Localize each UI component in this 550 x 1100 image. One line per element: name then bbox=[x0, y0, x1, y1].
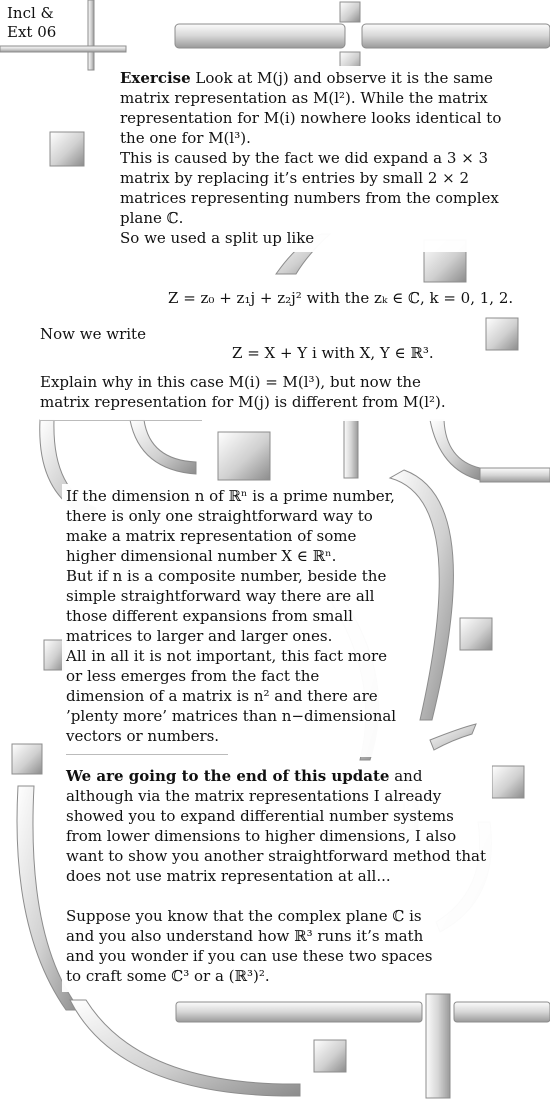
end-update-heading: We are going to the end of this update bbox=[66, 767, 390, 785]
corner-label bbox=[7, 4, 56, 42]
explain-block bbox=[40, 372, 472, 421]
dimension-text-1: If the dimension n of ℝⁿ is a prime number, there is only one straightforward way to make a matrix representation of some higher dimensional number X ∈ ℝⁿ. bbox=[66, 487, 395, 565]
equation-xy: Z = X + Y i with X, Y ∈ ℝ³. bbox=[232, 344, 434, 362]
divider-1 bbox=[40, 420, 202, 421]
dimension-text-2: But if n is a composite number, beside the simple straightforward way there are all those different expansions from small matrices to larger and larger ones. bbox=[66, 567, 387, 645]
end-update-intro bbox=[66, 766, 492, 886]
exercise-text-2: This is caused by the fact we did expand a 3 × 3 matrix by replacing it’s entries by small 2 × 2 matrices representing numbers from the complex plane ℂ. bbox=[120, 149, 499, 227]
exercise-heading: Exercise bbox=[120, 69, 191, 87]
end-update-text-1: and although via the matrix representations I already showed you to expand differential number systems from lower dimensions to higher dimensions, I also want to show you another straightforward method that does not use matrix representation at all... bbox=[66, 767, 486, 885]
dimension-block bbox=[62, 484, 398, 757]
corner-label-line1: Incl & bbox=[7, 4, 54, 22]
divider-2 bbox=[66, 754, 228, 755]
explain-text: Explain why in this case M(i) = M(l³), but now the matrix representation for M(j) is different from M(l²). bbox=[40, 373, 446, 411]
exercise-text-3: So we used a split up like bbox=[120, 229, 315, 247]
now-we-write: Now we write bbox=[40, 325, 146, 343]
equation-split: Z = z₀ + z₁j + z₂j² with the zₖ ∈ ℂ, k = 0, 1, 2. bbox=[168, 289, 514, 307]
exercise-intro bbox=[120, 68, 522, 148]
corner-label-line2: Ext 06 bbox=[7, 23, 57, 41]
dimension-text-3: All in all it is not important, this fact more or less emerges from the fact the dimension of a matrix is n² and there are ’plenty more’ matrices than n−dimensional vectors or numbers. bbox=[66, 647, 397, 745]
exercise-block bbox=[118, 66, 522, 252]
end-update-text-2: Suppose you know that the complex plane ℂ is and you also understand how ℝ³ runs it’s math and you wonder if you can use these two spaces to craft some ℂ³ or a (ℝ³)². bbox=[66, 907, 433, 985]
exercise-text-1: Look at M(j) and observe it is the same matrix representation as M(l²). While the matrix representation for M(i) nowhere looks identical to the one for M(l³). bbox=[120, 69, 502, 147]
end-update-block bbox=[62, 764, 492, 992]
